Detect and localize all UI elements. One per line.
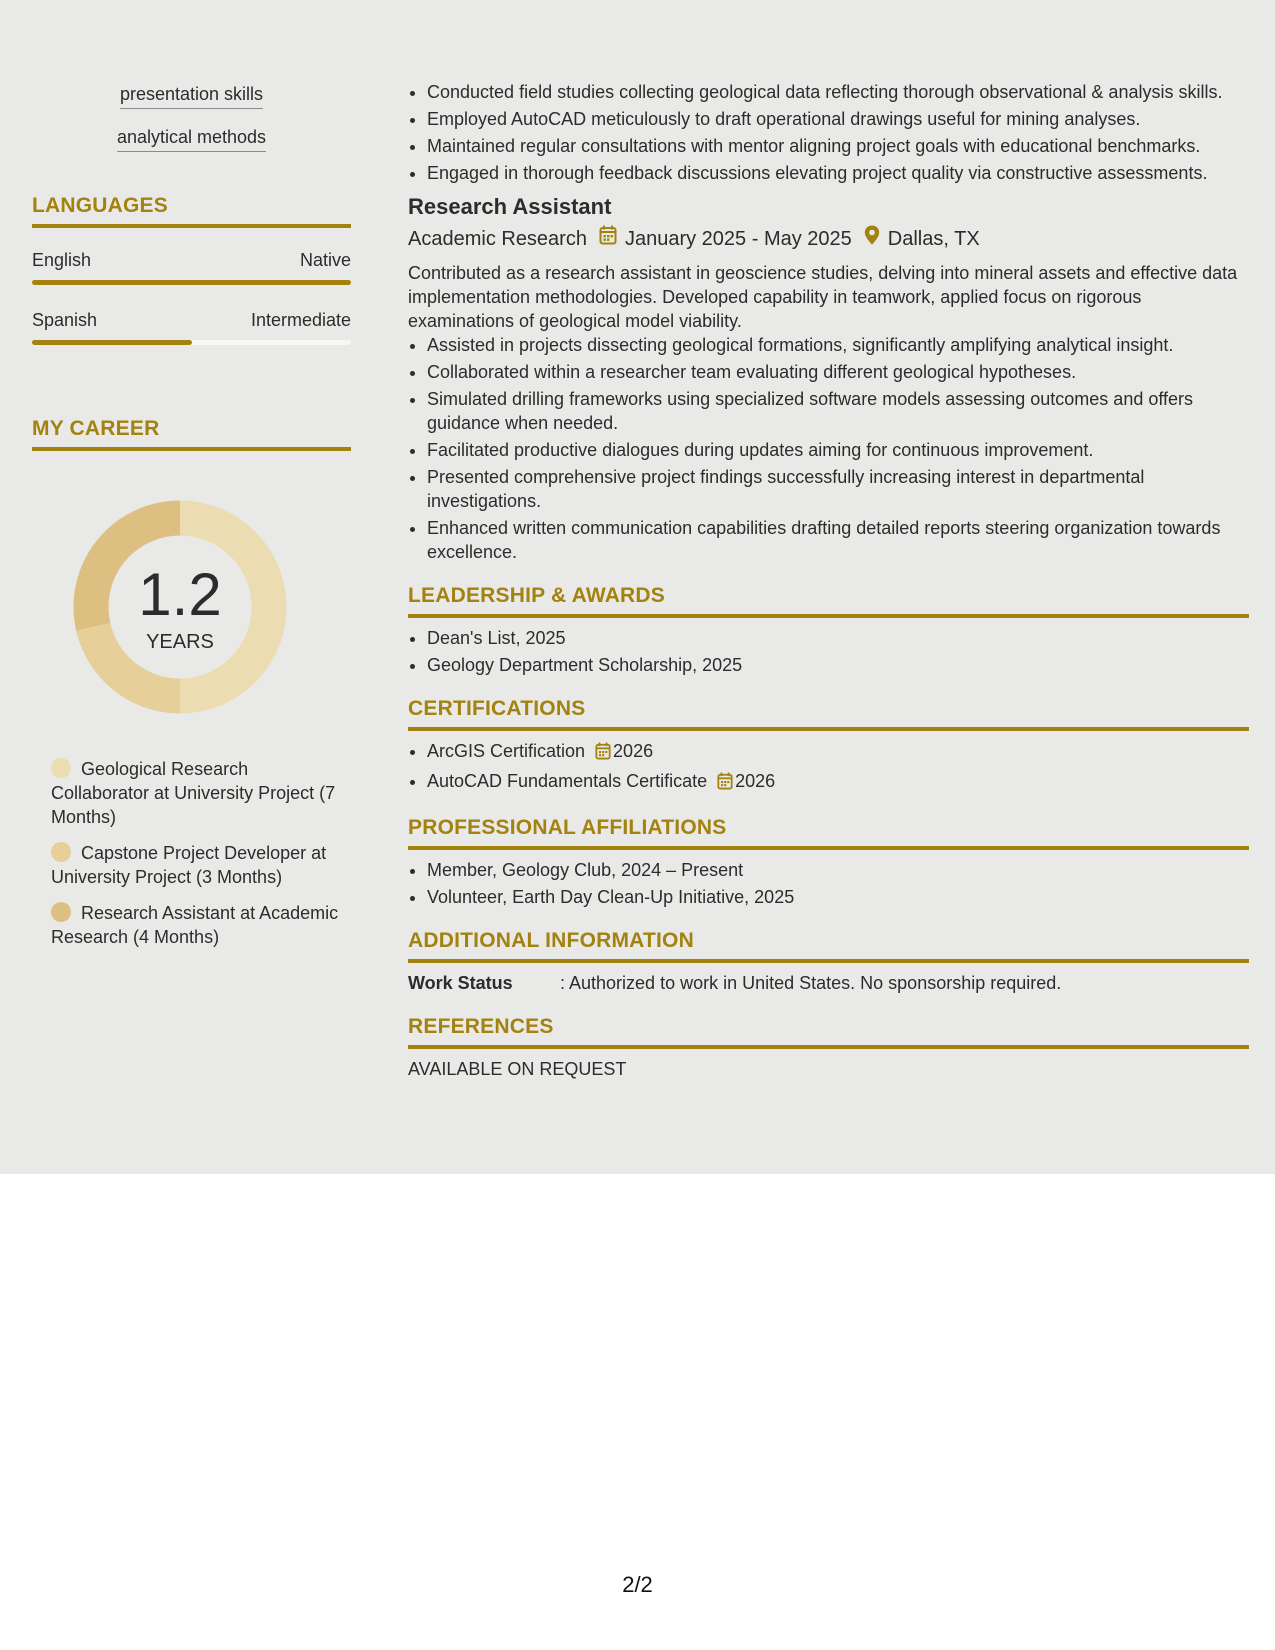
calendar-icon [599, 225, 617, 253]
career-legend-item [32, 901, 351, 949]
career-unit: YEARS [146, 631, 214, 653]
language-bar-fill [32, 280, 351, 285]
job-meta [408, 225, 1249, 253]
certification-name: ArcGIS Certification [427, 741, 586, 761]
sidebar [32, 82, 351, 961]
language-name: English [32, 250, 92, 270]
additional-info-section [408, 927, 1249, 995]
bullet-item: • Facilitated productive dialogues during updates aiming for continuous improvement. [427, 438, 1249, 462]
work-status-row [408, 971, 1249, 995]
calendar-icon [595, 742, 611, 766]
job-dates: January 2025 - May 2025 [624, 228, 852, 250]
affiliation-item: • Volunteer, Earth Day Clean-Up Initiative, 2025 [427, 885, 1249, 909]
career-legend-label: Geological Research Collaborator at University Project (7 Months) [51, 759, 336, 827]
references-section [408, 1013, 1249, 1081]
work-status-label: Work Status [408, 973, 513, 993]
section-title: REFERENCES [408, 1013, 1249, 1049]
page-number: 2/2 [622, 1572, 653, 1597]
section-title: CERTIFICATIONS [408, 695, 1249, 731]
bullet-item: • Conducted field studies collecting geological data reflecting thorough observational & analysis skills. [427, 80, 1249, 104]
career-legend [32, 757, 351, 949]
certifications-section [408, 695, 1249, 796]
job-description: Contributed as a research assistant in geoscience studies, delving into mineral assets and effective data implementation methodologies. Developed capability in teamwork, applied focus on rigorous examinations of geological model viability. [408, 263, 1238, 331]
skill-tag: presentation skills [120, 82, 263, 109]
section-title: ADDITIONAL INFORMATION [408, 927, 1249, 963]
career-legend-label: Research Assistant at Academic Research (4 Months) [51, 903, 339, 947]
language-item [32, 308, 351, 345]
certification-item [427, 769, 1249, 796]
language-bar-fill [32, 340, 192, 345]
languages-section [32, 192, 351, 345]
legend-dot [51, 902, 71, 922]
bullet-item: • Collaborated within a researcher team evaluating different geological hypotheses. [427, 360, 1249, 384]
work-status-value: : Authorized to work in United States. No sponsorship required. [560, 973, 1062, 993]
bullet-item: • Assisted in projects dissecting geological formations, significantly amplifying analytical insight. [427, 333, 1249, 357]
bullet-item: • Simulated drilling frameworks using specialized software models assessing outcomes and offers guidance when needed. [427, 387, 1249, 435]
section-title: LANGUAGES [32, 192, 351, 228]
career-section [32, 415, 351, 949]
career-legend-label: Capstone Project Developer at University Project (3 Months) [51, 843, 327, 887]
career-legend-item [32, 757, 351, 829]
job-title: Research Assistant [408, 194, 612, 219]
calendar-icon [717, 772, 733, 796]
job-entry [408, 193, 1249, 564]
language-level: Native [299, 250, 351, 270]
skill-tag: analytical methods [117, 125, 266, 152]
bullet-item: • Employed AutoCAD meticulously to draft operational drawings useful for mining analyses. [427, 107, 1249, 131]
main-content [408, 80, 1249, 1081]
affiliation-item: • Member, Geology Club, 2024 – Present [427, 858, 1249, 882]
language-item [32, 248, 351, 285]
career-total: 1.2 [138, 561, 222, 628]
section-title: MY CAREER [32, 415, 351, 451]
job-company: Academic Research [408, 228, 587, 250]
career-donut-chart [66, 493, 294, 721]
references-text: AVAILABLE ON REQUEST [408, 1059, 627, 1079]
bullet-item: • Enhanced written communication capabilities drafting detailed reports steering organization towards excellence. [427, 516, 1249, 564]
section-title: LEADERSHIP & AWARDS [408, 582, 1249, 618]
language-level: Intermediate [250, 310, 351, 330]
awards-section [408, 582, 1249, 677]
language-bar [32, 280, 351, 285]
career-legend-item [32, 841, 351, 889]
award-item: • Dean's List, 2025 [427, 626, 1249, 650]
bullet-item: • Maintained regular consultations with mentor aligning project goals with educational benchmarks. [427, 134, 1249, 158]
previous-job-bullets [408, 80, 1249, 185]
section-title: PROFESSIONAL AFFILIATIONS [408, 814, 1249, 850]
affiliations-section [408, 814, 1249, 909]
certification-year: 2026 [735, 771, 776, 791]
job-location: Dallas, TX [887, 228, 980, 250]
job-bullets [408, 333, 1249, 564]
certification-name: AutoCAD Fundamentals Certificate [427, 771, 708, 791]
award-item: • Geology Department Scholarship, 2025 [427, 653, 1249, 677]
legend-dot [51, 758, 71, 778]
certification-item [427, 739, 1249, 766]
language-bar [32, 340, 351, 345]
language-name: Spanish [32, 310, 98, 330]
bullet-item: • Engaged in thorough feedback discussions elevating project quality via constructive assessments. [427, 161, 1249, 185]
map-pin-icon [864, 225, 880, 253]
certification-year: 2026 [613, 741, 654, 761]
bullet-item: • Presented comprehensive project findings successfully increasing interest in departmental investigations. [427, 465, 1249, 513]
legend-dot [51, 842, 71, 862]
